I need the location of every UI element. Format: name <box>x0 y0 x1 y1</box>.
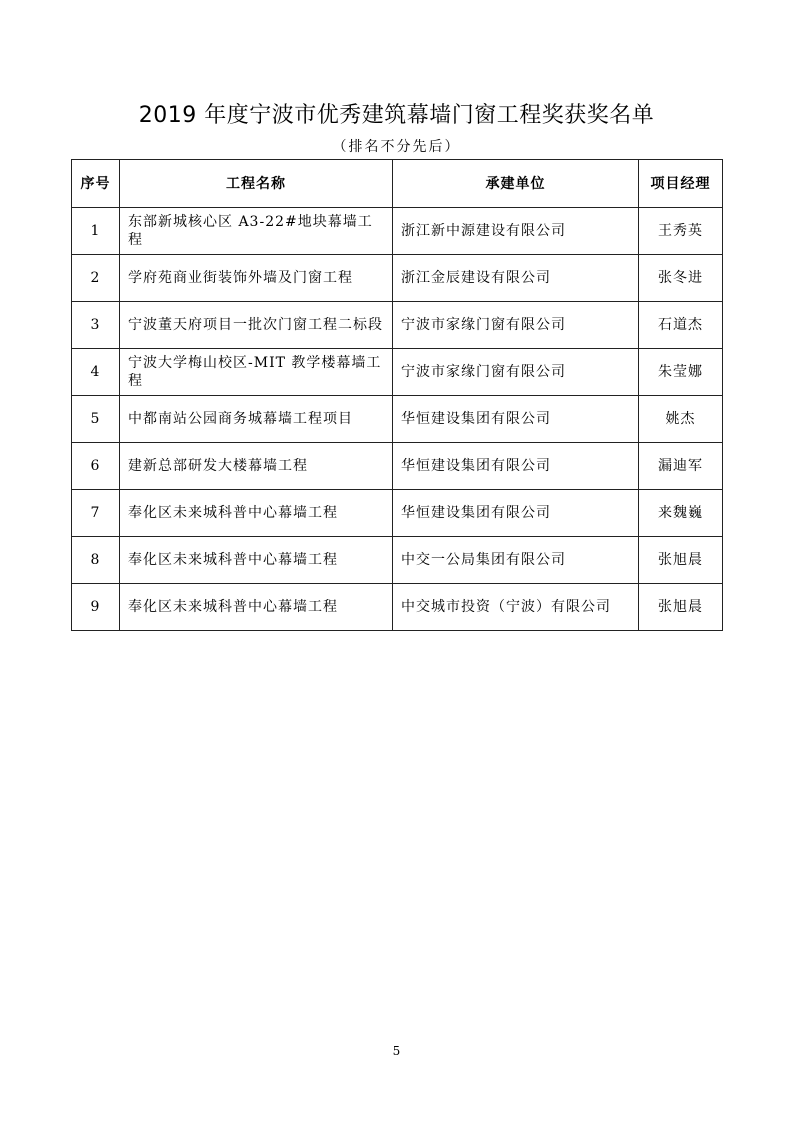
contractor-name: 中交城市投资（宁波）有限公司 <box>393 584 639 631</box>
manager-name: 石道杰 <box>639 302 723 349</box>
row-number: 4 <box>72 349 120 396</box>
project-name: 奉化区未来城科普中心幕墙工程 <box>120 490 393 537</box>
table-header-row <box>72 160 723 208</box>
manager-name: 张冬进 <box>639 255 723 302</box>
row-number: 9 <box>72 584 120 631</box>
manager-name: 来魏巍 <box>639 490 723 537</box>
project-name: 中都南站公园商务城幕墙工程项目 <box>120 396 393 443</box>
manager-name: 漏迪军 <box>639 443 723 490</box>
contractor-name: 宁波市家缘门窗有限公司 <box>393 302 639 349</box>
table-row <box>72 302 723 349</box>
row-number: 1 <box>72 208 120 255</box>
project-name: 学府苑商业街装饰外墙及门窗工程 <box>120 255 393 302</box>
project-name: 宁波大学梅山校区-MIT 教学楼幕墙工程 <box>120 349 393 396</box>
contractor-name: 宁波市家缘门窗有限公司 <box>393 349 639 396</box>
table-row <box>72 396 723 443</box>
manager-name: 朱莹娜 <box>639 349 723 396</box>
contractor-name: 浙江新中源建设有限公司 <box>393 208 639 255</box>
table-row <box>72 584 723 631</box>
manager-name: 张旭晨 <box>639 584 723 631</box>
project-name: 奉化区未来城科普中心幕墙工程 <box>120 537 393 584</box>
manager-name: 张旭晨 <box>639 537 723 584</box>
table-row <box>72 255 723 302</box>
header-manager: 项目经理 <box>639 160 723 208</box>
contractor-name: 华恒建设集团有限公司 <box>393 443 639 490</box>
row-number: 7 <box>72 490 120 537</box>
table-row <box>72 537 723 584</box>
row-number: 8 <box>72 537 120 584</box>
contractor-name: 中交一公局集团有限公司 <box>393 537 639 584</box>
document-title: 2019 年度宁波市优秀建筑幕墙门窗工程奖获奖名单 <box>138 103 655 128</box>
table-row <box>72 208 723 255</box>
row-number: 3 <box>72 302 120 349</box>
project-name: 东部新城核心区 A3-22#地块幕墙工程 <box>120 208 393 255</box>
table-row <box>72 490 723 537</box>
awards-table <box>71 159 723 631</box>
project-name: 宁波董天府项目一批次门窗工程二标段 <box>120 302 393 349</box>
manager-name: 王秀英 <box>639 208 723 255</box>
header-project: 工程名称 <box>120 160 393 208</box>
contractor-name: 华恒建设集团有限公司 <box>393 396 639 443</box>
contractor-name: 浙江金辰建设有限公司 <box>393 255 639 302</box>
page-number: 5 <box>392 1044 401 1058</box>
header-no: 序号 <box>72 160 120 208</box>
document-subtitle: （排名不分先后） <box>332 139 461 155</box>
header-contractor: 承建单位 <box>393 160 639 208</box>
table-row <box>72 443 723 490</box>
row-number: 6 <box>72 443 120 490</box>
table-row <box>72 349 723 396</box>
manager-name: 姚杰 <box>639 396 723 443</box>
row-number: 5 <box>72 396 120 443</box>
row-number: 2 <box>72 255 120 302</box>
project-name: 奉化区未来城科普中心幕墙工程 <box>120 584 393 631</box>
contractor-name: 华恒建设集团有限公司 <box>393 490 639 537</box>
project-name: 建新总部研发大楼幕墙工程 <box>120 443 393 490</box>
